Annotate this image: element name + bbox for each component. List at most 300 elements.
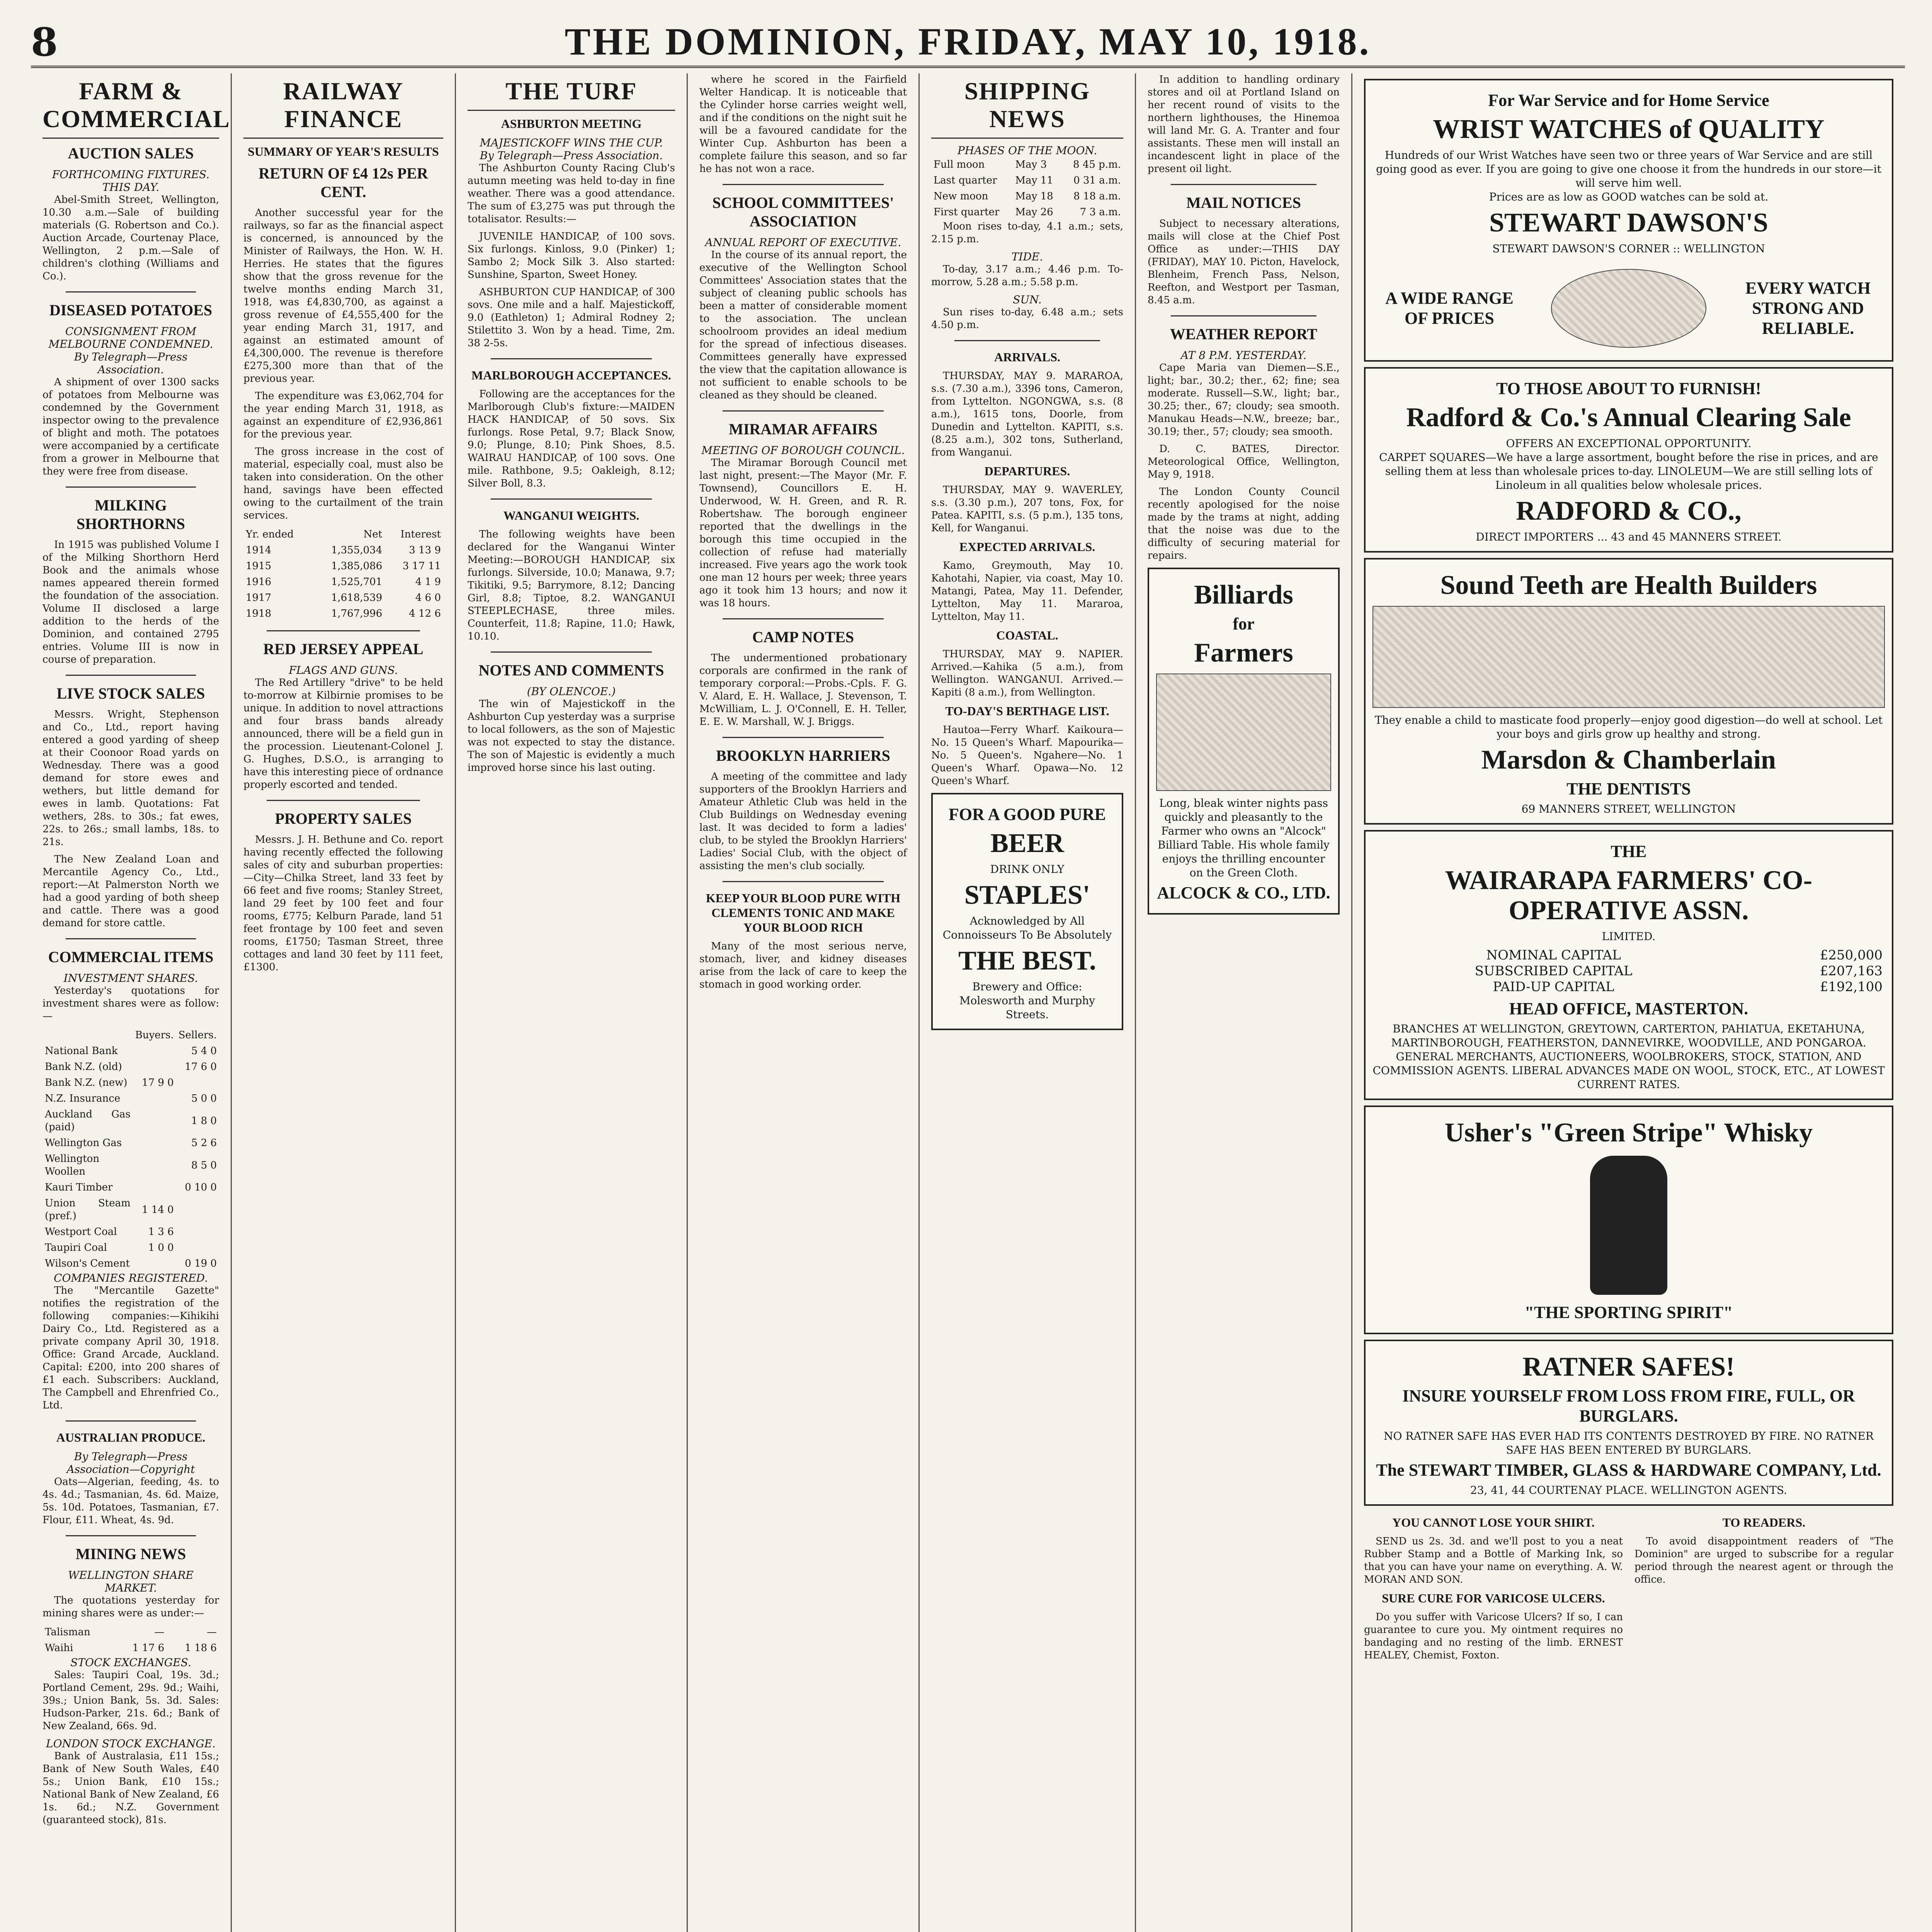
advert-text: Acknowledged by All Connoisseurs To Be Absolutely — [942, 915, 1112, 941]
byline: (BY OLENCOE.) — [527, 685, 616, 698]
article-body: In the course of its annual report, the executive of the Wellington School Committees' Association states that the subject of cleaning public schools has been a matter of considerable moment to the association. The unclean schoolroom provides an ideal medium for the spread of infectious diseases. Committees generally have expressed the view that the capitation allowance is not sufficient to enable schools to be cleaned as they should be cleaned. — [699, 249, 907, 401]
byline: By Telegraph—Press Association. — [74, 350, 188, 376]
table-cell — [176, 1075, 219, 1091]
table-cell: £192,100 — [1820, 979, 1883, 995]
advert-text: THE DENTISTS — [1566, 779, 1691, 798]
advert-heading: YOU CANNOT LOSE YOUR SHIRT. — [1392, 1515, 1595, 1529]
advert-text: FOR A GOOD PURE — [948, 805, 1106, 824]
article-body: Another successful year for the railways, so far as the financial aspect is concerned, is announced by the Minister of Railways, the Hon. W. H. Herries. He states that the figures show that the gross revenue for the twelve months ending March 31, 1918, was £4,830,700, as against a gross revenue of £4,555,400 for the year ending March 31, 1917, and against an estimated amount of £4,300,000. The revenue is therefore £275,300 more than that of the previous year. — [243, 207, 443, 384]
table-cell: 0 31 a.m. — [1073, 175, 1121, 186]
divider — [66, 675, 196, 676]
table-cell: SUBSCRIBED CAPITAL — [1475, 963, 1633, 979]
table-cell: 1 0 0 — [148, 1242, 174, 1253]
table-cell — [133, 1107, 176, 1135]
table-cell: 1 14 0 — [142, 1204, 174, 1216]
advert-brand: The STEWART TIMBER, GLASS & HARDWARE COMPANY, Ltd. — [1376, 1461, 1881, 1480]
advert-body: Long, bleak winter nights pass quickly and pleasantly to the Farmer who owns an "Alcock" Billiard Table. His whole family enjoys the thrilling encounter on the Green Cloth. — [1157, 797, 1330, 879]
article-body: Subject to necessary alterations, mails will close at the Chief Post Office as under:—THIS DAY (FRIDAY), MAY 10. Picton, Havelock, Blenheim, French Pass, Nelson, Reefton, and Westport per Tasman, 8.45 a.m. — [1148, 218, 1340, 306]
table-cell — [133, 1091, 176, 1107]
table-cell: 0 19 0 — [185, 1258, 217, 1269]
advert-title: WAIRARAPA FARMERS' CO-OPERATIVE ASSN. — [1445, 866, 1813, 925]
children-illustration — [1372, 606, 1885, 708]
table-cell — [133, 1256, 176, 1272]
article-subheading: FORTHCOMING FIXTURES. — [52, 168, 210, 181]
article-body: The following weights have been declared for the Wanganui Winter Meeting:—BOROUGH HANDICAP, six furlongs. Silverside, 10.0; Manawa, 9.7; Tikitiki, 9.5; Barrymore, 8.12; Dancing Girl, 8.8; Tiptoe, 8.2. WANGANUI STEEPLECHASE, three miles. Counterfeit, 11.8; Rapine, 11.0; Hawk, 10.10. — [468, 529, 675, 642]
article-subheading: ANNUAL REPORT OF EXECUTIVE. — [705, 236, 901, 249]
small-ads-row — [1364, 1511, 1893, 1667]
advert-brand: RADFORD & CO., — [1516, 496, 1742, 526]
table-row — [243, 543, 443, 558]
table-cell: 3 13 9 — [409, 544, 441, 556]
article-heading: AUCTION SALES — [68, 145, 194, 162]
table-row — [1372, 979, 1885, 995]
table-cell: May 26 — [1015, 206, 1053, 218]
divider — [66, 486, 196, 488]
table-cell: 7 3 a.m. — [1080, 206, 1121, 218]
divider — [954, 340, 1100, 341]
advert-body: NO RATNER SAFE HAS EVER HAD ITS CONTENTS DESTROYED BY FIRE. NO RATNER SAFE HAS BEEN ENTERED BY BURGLARS. — [1384, 1430, 1874, 1456]
article-heading: MIRAMAR AFFAIRS — [729, 420, 878, 438]
table-cell: 17 9 0 — [142, 1077, 174, 1088]
article-body: The gross increase in the cost of material, especially coal, must also be taken into consideration. On the other hand, savings have been effected owing to the curtailment of the train services. — [243, 446, 443, 521]
divider — [66, 291, 196, 293]
table-cell: 4 6 0 — [415, 592, 441, 604]
article-heading: EXPECTED ARRIVALS. — [959, 540, 1095, 554]
advert-brand: ALCOCK & CO., LTD. — [1157, 883, 1330, 902]
article-body: A meeting of the committee and lady supporters of the Brooklyn Harriers and Amateur Athletic Club was held in the Club Buildings on Wednesday evening last. It was decided to form a ladies' club, to be styled the Brooklyn Harriers' Ladies' Social Club, with the object of assisting the men's club socially. — [699, 771, 907, 872]
table-cell: PAID-UP CAPITAL — [1493, 979, 1614, 995]
article-heading: WEATHER REPORT — [1170, 325, 1318, 343]
divider — [66, 1420, 196, 1422]
moon-table — [931, 157, 1123, 220]
advert-body: Prices are as low as GOOD watches can be sold at. — [1489, 190, 1769, 203]
advert-text: INSURE YOURSELF FROM LOSS FROM FIRE, FULL, OR BURGLARS. — [1402, 1386, 1855, 1425]
table-cell: 1,525,701 — [331, 576, 383, 588]
table-cell — [133, 1135, 176, 1151]
table-cell: First quarter — [934, 206, 1000, 218]
article-heading: WANGANUI WEIGHTS. — [503, 509, 639, 522]
advert-dentists — [1364, 558, 1893, 825]
article-heading: DISEASED POTATOES — [49, 301, 213, 319]
table-cell: 8 45 p.m. — [1073, 159, 1121, 170]
article-subheading: CONSIGNMENT FROM MELBOURNE CONDEMNED. — [48, 325, 213, 350]
table-cell: 8 5 0 — [191, 1159, 217, 1171]
column-shipping — [920, 73, 1136, 1932]
table-cell: 1 18 6 — [185, 1642, 217, 1654]
article-subheading: INVESTMENT SHARES. — [63, 972, 198, 985]
table-row — [931, 157, 1123, 173]
article-subheading: PHASES OF THE MOON. — [957, 144, 1097, 157]
article-body: The Ashburton County Racing Club's autumn meeting was held to-day in fine weather. There was a good attendance. The sum of £3,275 was put through the totalisator. Results:— — [468, 162, 675, 225]
article-body: In addition to handling ordinary stores and oil at Portland Island on her recent round of visits to the northern lighthouses, the Hinemoa will land Mr. G. A. Tranter and four assistants. These men will install an incandescent light in place of the present oil light. — [1148, 74, 1340, 175]
article-body: Bank of Australasia, £11 15s.; Bank of New South Wales, £40 5s.; Union Bank, £10 15s.; National Bank of New Zealand, £6 1s. 6d.; N.Z. Government (guaranteed stock), 81s. — [43, 1750, 219, 1826]
section-heading: FARM & COMMERCIAL — [43, 77, 219, 139]
table-row — [43, 1151, 219, 1180]
table-cell: Wellington Woollen — [45, 1153, 100, 1177]
advert-text: DRINK ONLY — [990, 863, 1065, 876]
table-row — [43, 1240, 219, 1256]
advert-title: WRIST WATCHES of QUALITY — [1433, 114, 1825, 144]
article-heading: MILKING SHORTHORNS — [77, 497, 185, 532]
mining-table — [43, 1624, 219, 1656]
table-cell: 1914 — [246, 544, 272, 556]
advert-address: DIRECT IMPORTERS ... 43 and 45 MANNERS STREET. — [1476, 531, 1782, 543]
table-cell: Bank N.Z. (old) — [45, 1061, 122, 1073]
article-body: Following are the acceptances for the Marlborough Club's fixture:—MAIDEN HACK HANDICAP, of 50 sovs. Six furlongs. Rose Petal, 9.7; Black Snow, 9.0; Plunge, 8.10; Pink Shoes, 8.5. WAIRAU HANDICAP, of 100 sovs. One mile. Rathbone, 9.5; Oakleigh, 8.12; Silver Boll, 8.3. — [468, 388, 675, 489]
table-cell — [176, 1196, 219, 1224]
table-cell: 1 3 6 — [148, 1226, 174, 1238]
table-cell: 5 0 0 — [191, 1093, 217, 1104]
table-cell: 1,355,034 — [331, 544, 383, 556]
article-subheading: LONDON STOCK EXCHANGE. — [46, 1737, 216, 1750]
divider — [267, 630, 420, 631]
table-row — [43, 1107, 219, 1135]
table-header-cell: Interest — [400, 529, 441, 540]
table-cell: — — [154, 1626, 165, 1638]
column-railway-finance — [232, 73, 456, 1932]
table-row — [243, 574, 443, 590]
table-cell: NOMINAL CAPITAL — [1486, 947, 1621, 963]
article-heading: SCHOOL COMMITTEES' ASSOCIATION — [712, 194, 894, 230]
divider — [723, 881, 884, 882]
table-cell: 1917 — [246, 592, 272, 604]
table-cell: 8 18 a.m. — [1073, 190, 1121, 202]
advert-address: Brewery and Office: Molesworth and Murphy Streets. — [959, 980, 1095, 1021]
column-news — [688, 73, 920, 1932]
table-cell: Taupiri Coal — [45, 1242, 107, 1253]
table-cell: May 11 — [1015, 175, 1053, 186]
table-row — [1372, 947, 1885, 963]
article-body: The Red Artillery "drive" to be held to-morrow at Kilbirnie promises to be unique. In addition to novel attractions and four brass bands already announced, there will be a field gun in the procession. Lieutenant-Colonel J. G. Hughes, D.S.O., is arranging to have this interesting piece of ordnance properly escorted and tended. — [243, 677, 443, 791]
table-cell: 5 4 0 — [191, 1045, 217, 1057]
advert-shirt — [1364, 1511, 1623, 1667]
shares-table — [43, 1027, 219, 1272]
table-cell: Kauri Timber — [45, 1182, 113, 1193]
article-body: Cape Maria van Diemen—S.E., light; bar., 30.2; ther., 62; fine; sea moderate. Russell—S.W., light; bar., 30.25; ther., 67; cloudy; sea smooth. Manukau Heads—N.W., breeze; bar., 30.19; ther., 57; cloudy; sea smooth. — [1148, 362, 1340, 437]
article-body: Oats—Algerian, feeding, 4s. to 4s. 4d.; Tasmanian, 4s. 6d. Maize, 5s. 10d. Potatoes, Tasmanian, £7. Flour, £11. Wheat, 4s. 9d. — [43, 1476, 219, 1526]
article-heading: BROOKLYN HARRIERS — [716, 747, 890, 764]
table-cell: 5 2 6 — [191, 1137, 217, 1149]
article-subheading: SUMMARY OF YEAR'S RESULTS — [248, 145, 439, 158]
advert-text: for — [1233, 614, 1255, 633]
article-body: The London County Council recently apologised for the noise made by the trams at night, adding that the noise was due to the difficulty of securing material for repairs. — [1148, 486, 1340, 561]
table-row — [43, 1091, 219, 1107]
advert-ratner — [1364, 1340, 1893, 1506]
advert-heading: TO READERS. — [1722, 1515, 1806, 1529]
advert-heading: KEEP YOUR BLOOD PURE WITH CLEMENTS TONIC AND MAKE YOUR BLOOD RICH — [706, 891, 901, 934]
advert-text: OFFERS AN EXCEPTIONAL OPPORTUNITY. — [1506, 437, 1752, 450]
article-subheading: WELLINGTON SHARE MARKET. — [68, 1569, 194, 1594]
article-body: THURSDAY, MAY 9. NAPIER. Arrived.—Kahika (5 a.m.), from Wellington. WANGANUI. Arrived.—Kapiti (8 a.m.), from Wellington. — [931, 648, 1123, 698]
article-heading: MINING NEWS — [75, 1545, 186, 1563]
advert-title: Sound Teeth are Health Builders — [1440, 570, 1817, 600]
table-cell — [176, 1224, 219, 1240]
advert-text: For War Service and for Home Service — [1488, 91, 1769, 110]
divider — [267, 800, 420, 801]
article-subheading: FLAGS AND GUNS. — [289, 664, 398, 677]
advert-title: BEER — [990, 828, 1064, 858]
advert-beer — [931, 793, 1123, 1030]
table-row — [43, 1640, 219, 1656]
column-advertisements — [1352, 73, 1905, 1932]
advert-text: "THE SPORTING SPIRIT" — [1524, 1303, 1733, 1322]
advert-brand: STAPLES' — [964, 880, 1090, 910]
table-cell — [133, 1043, 176, 1059]
advert-body: SEND us 2s. 3d. and we'll post to you a neat Rubber Stamp and a Bottle of Marking Ink, so that you can have your name on everything. A. W. MORAN AND SON. — [1364, 1536, 1623, 1585]
divider — [723, 184, 884, 185]
bottle-illustration — [1590, 1156, 1667, 1295]
advert-text: LIMITED. — [1602, 930, 1656, 943]
table-cell: Wilson's Cement — [45, 1258, 130, 1269]
advert-billiards — [1148, 568, 1340, 915]
advert-body: GENERAL MERCHANTS, AUCTIONEERS, WOOLBROKERS, STOCK, STATION, AND COMMISSION AGENTS. LIBERAL ADVANCES MADE ON WOOL, STOCK, ETC., AT LOWEST CURRENT RATES. — [1372, 1050, 1885, 1091]
table-cell: Bank N.Z. (new) — [45, 1077, 128, 1088]
table-row — [243, 606, 443, 622]
byline: D. C. BATES, Director. Meteorological Office, Wellington, May 9, 1918. — [1148, 443, 1340, 480]
watch-illustration — [1551, 269, 1706, 348]
table-cell: 1,767,996 — [331, 608, 383, 619]
article-body: THURSDAY, MAY 9. WAVERLEY, s.s. (3.30 p.m.), 207 tons, Fox, for Patea. KAPITI, s.s. (5 p.m.), 135 tons, Kell, for Wanganui. — [931, 484, 1123, 534]
advert-body: Hundreds of our Wrist Watches have seen two or three years of War Service and are still going good as ever. If you are going to give one choose it from the hundreds in our store—it will serve him well. — [1376, 149, 1881, 189]
column-farm-commercial — [31, 73, 232, 1932]
divider — [66, 938, 196, 939]
article-heading: MARLBOROUGH ACCEPTANCES. — [471, 368, 671, 382]
article-body: Kamo, Greymouth, May 10. Kahotahi, Napier, via coast, May 10. Matangi, Patea, May 11. Defender, Lyttelton, May 11. Mararoa, Lyttelton, May 11. — [931, 560, 1123, 622]
newspaper-title: THE DOMINION, FRIDAY, MAY 10, 1918. — [565, 20, 1371, 63]
divider — [723, 737, 884, 738]
article-heading: NOTES AND COMMENTS — [478, 662, 664, 679]
advert-address: STEWART DAWSON'S CORNER :: WELLINGTON — [1492, 242, 1765, 255]
table-cell: £207,163 — [1820, 963, 1883, 979]
article-body: To-day, 3.17 a.m.; 4.46 p.m. To-morrow, 5.28 a.m.; 5.58 p.m. — [931, 264, 1123, 288]
article-body: Sun rises to-day, 6.48 a.m.; sets 4.50 p.m. — [931, 306, 1123, 331]
table-cell — [133, 1059, 176, 1075]
article-body: The Miramar Borough Council met last night, present:—The Mayor (Mr. F. Townsend), Councillors E. H. Underwood, W. H. Green, and R. R. Robertshaw. The borough engineer reported that the dwellings in the borough this time occupied in the collection of refuse had materially increased. Five years ago the work took one man 12 hours per week; three years ago it took him 13 hours; and now it was 18 hours. — [699, 457, 907, 609]
advert-body: To avoid disappointment readers of "The Dominion" are urged to subscribe for a regular period through the nearest agent or through the office. — [1634, 1536, 1893, 1585]
article-body: where he scored in the Fairfield Welter Handicap. It is noticeable that the Cylinder horse carries weight well, and if the conditions on the night suit he will be a favoured candidate for the Winter Cup. Ashburton has been a complete failure this season, and so far he has not won a race. — [699, 74, 907, 175]
table-cell: Last quarter — [934, 175, 997, 186]
table-cell: N.Z. Insurance — [45, 1093, 121, 1104]
table-cell: 1 8 0 — [191, 1115, 217, 1127]
table-row — [43, 1075, 219, 1091]
advert-address: 69 MANNERS STREET, WELLINGTON — [1521, 803, 1736, 815]
article-subheading: SUN. — [1013, 293, 1042, 306]
article-heading: DEPARTURES. — [984, 464, 1070, 478]
article-heading: LIVE STOCK SALES — [56, 685, 205, 702]
article-heading: RED JERSEY APPEAL — [263, 640, 423, 658]
divider — [1171, 315, 1316, 316]
advert-text: EVERY WATCH STRONG AND RELIABLE. — [1745, 279, 1871, 338]
article-body: In 1915 was published Volume I of the Milking Shorthorn Herd Book and the animals whose names appeared therein formed the foundation of the association. Volume II disclosed a large addition to the herds of the Dominion, and contained 2795 entries. Volume III is now in course of preparation. — [43, 539, 219, 665]
advert-title: Billiards — [1194, 580, 1293, 610]
masthead — [31, 15, 1905, 68]
article-subheading: RETURN OF £4 12s PER CENT. — [259, 165, 428, 201]
table-cell: Full moon — [934, 159, 985, 170]
article-body: The win of Majestickoff in the Ashburton Cup yesterday was a surprise to local followers, as the son of Majestic was not expected to stay the distance. The son of Majestic is evidently a much improved horse since his last outing. — [468, 698, 675, 774]
advert-text: HEAD OFFICE, MASTERTON. — [1509, 999, 1748, 1018]
advert-text: A WIDE RANGE OF PRICES — [1385, 289, 1514, 328]
article-subheading: AT 8 P.M. YESTERDAY. — [1180, 349, 1307, 362]
table-cell: Union Steam (pref.) — [45, 1197, 131, 1222]
article-heading: ARRIVALS. — [994, 350, 1060, 364]
column-mail-weather — [1136, 73, 1352, 1932]
article-heading: COMMERCIAL ITEMS — [48, 948, 214, 966]
article-body: Moon rises to-day, 4.1 a.m.; sets, 2.15 p.m. — [931, 221, 1123, 245]
table-header-cell: Sellers. — [178, 1029, 217, 1041]
column-turf — [456, 73, 688, 1932]
table-cell: 3 17 11 — [402, 560, 441, 572]
advert-text: TO THOSE ABOUT TO FURNISH! — [1496, 379, 1761, 398]
table-cell: — — [207, 1626, 217, 1638]
divider — [723, 410, 884, 412]
article-heading: PROPERTY SALES — [275, 810, 412, 827]
table-row — [243, 590, 443, 606]
table-cell: 4 12 6 — [409, 608, 441, 619]
table-cell: Talisman — [45, 1626, 90, 1638]
article-heading: COASTAL. — [996, 628, 1058, 642]
article-body: Yesterday's quotations for investment shares were as follow:— — [43, 985, 219, 1022]
advert-wrist-watches — [1364, 79, 1893, 362]
article-body: ASHBURTON CUP HANDICAP, of 300 sovs. One mile and a half. Majestickoff, 9.0 (Eathleton) 1; Admiral Rodney 2; Stilettito 3. Won by a head. Time, 2m. 38 2-5s. — [468, 286, 675, 349]
section-heading: SHIPPING NEWS — [931, 77, 1123, 139]
article-body: The expenditure was £3,062,704 for the year ending March 31, 1918, as against an expenditure of £2,936,861 for the previous year. — [243, 390, 443, 440]
section-heading: RAILWAY FINANCE — [243, 77, 443, 139]
advert-body: BRANCHES AT WELLINGTON, GREYTOWN, CARTERTON, PAHIATUA, EKETAHUNA, MARTINBOROUGH, FEATHERSTON, DANNEVIRKE, WOODVILLE, AND PONGAROA. — [1391, 1022, 1866, 1049]
table-cell: National Bank — [45, 1045, 118, 1057]
table-header-cell: Net — [363, 529, 383, 540]
article-body: JUVENILE HANDICAP, of 100 sovs. Six furlongs. Kinloss, 9.0 (Pinker) 1; Sambo 2; Mock Silk 3. Also started: Sunshine, Sparton, Sweet Honey. — [468, 231, 675, 281]
article-body: Messrs. Wright, Stephenson and Co., Ltd., report having entered a good yarding of sheep at their Coonoor Road yards on Wednesday. There was a good demand for store ewes and wethers, but little demand for ewes in lamb. Quotations: Fat wethers, 28s. to 30s.; fat ewes, 22s. to 26s.; small lambs, 18s. to 21s. — [43, 709, 219, 848]
table-cell: 1,618,539 — [331, 592, 383, 604]
table-cell: 1916 — [246, 576, 272, 588]
article-subheading: MEETING OF BOROUGH COUNCIL. — [701, 444, 905, 457]
article-subheading: THIS DAY. — [102, 181, 160, 194]
advert-wairarapa — [1364, 830, 1893, 1100]
table-cell — [133, 1151, 176, 1180]
table-cell: 17 6 0 — [185, 1061, 217, 1073]
article-body: THURSDAY, MAY 9. MARAROA, s.s. (7.30 a.m.), 3396 tons, Cameron, from Lyttelton. NGONGWA, s.s. (8 a.m.), 1615 tons, Doorle, from Dunedin and Lyttelton. KAPITI, s.s. (8.25 a.m.), 302 tons, Sutherland, from Wanganui. — [931, 370, 1123, 458]
table-cell: 4 1 9 — [415, 576, 441, 588]
railway-table — [243, 527, 443, 622]
article-heading: MAIL NOTICES — [1186, 194, 1301, 211]
billiard-table-illustration — [1156, 673, 1331, 791]
advert-body: Many of the most serious nerve, stomach, liver, and kidney diseases arise from the lack of care to keep the stomach in good working order. — [699, 940, 907, 990]
advert-heading: SURE CURE FOR VARICOSE ULCERS. — [1382, 1591, 1605, 1605]
advert-brand: Marsdon & Chamberlain — [1481, 745, 1776, 775]
table-cell: Wellington Gas — [45, 1137, 122, 1149]
advert-row — [1372, 264, 1885, 353]
table-row — [43, 1256, 219, 1272]
table-header-cell — [43, 1027, 133, 1043]
table-cell: Auckland Gas (paid) — [45, 1109, 131, 1133]
table-header-cell: Buyers. — [135, 1029, 174, 1041]
table-cell — [133, 1180, 176, 1196]
page-number: 8 — [31, 19, 58, 65]
article-body: Sales: Taupiri Coal, 19s. 3d.; Portland Cement, 29s. 9d.; Waihi, 39s.; Union Bank, 5s. 3d. Sales: Hudson-Parker, 21s. 6d.; Bank of New Zealand, 66s. 9d. — [43, 1669, 219, 1732]
advert-body: Do you suffer with Varicose Ulcers? If so, I can guarantee to cure you. My ointment requires no bandaging and no resting of the limb. ERNEST HEALEY, Chemist, Foxton. — [1364, 1611, 1623, 1661]
byline: By Telegraph—Press Association—Copyright — [66, 1450, 195, 1476]
article-subheading: COMPANIES REGISTERED. — [54, 1272, 208, 1284]
table-cell: £250,000 — [1820, 947, 1883, 963]
table-cell — [176, 1240, 219, 1256]
table-cell: 1918 — [246, 608, 272, 619]
article-heading: CAMP NOTES — [752, 628, 854, 646]
table-row — [43, 1196, 219, 1224]
advert-body: CARPET SQUARES—We have a large assortment, bought before the rise in prices, and are selling them at less than wholesale prices to-day. LINOLEUM—We are still selling lots of Linoleum in all qualities below wholesale prices. — [1379, 451, 1878, 492]
article-body: Abel-Smith Street, Wellington, 10.30 a.m.—Sale of building materials (G. Robertson and Co.). Auction Arcade, Courtenay Place, Wellington, 2 p.m.—Sale of children's clothing (Williams and Co.). — [43, 194, 219, 282]
article-body: The quotations yesterday for mining shares were as under:— — [43, 1595, 219, 1619]
table-cell: May 18 — [1015, 190, 1053, 202]
table-cell: 1 17 6 — [132, 1642, 165, 1654]
table-row — [931, 189, 1123, 204]
capital-table — [1372, 947, 1885, 995]
table-row — [43, 1224, 219, 1240]
section-heading: THE TURF — [468, 77, 675, 111]
advert-title: Farmers — [1194, 638, 1293, 668]
divider — [723, 618, 884, 619]
advert-address: 23, 41, 44 COURTENAY PLACE. WELLINGTON AGENTS. — [1470, 1484, 1787, 1497]
table-row — [43, 1043, 219, 1059]
article-body: A shipment of over 1300 sacks of potatoes from Melbourne was condemned by the Government inspector owing to the prevalence of blight and moth. The potatoes were accompanied by a certificate from a grower in Melbourne that they were free from disease. — [43, 376, 219, 477]
divider — [491, 651, 652, 653]
table-cell: 1,385,086 — [331, 560, 383, 572]
table-row — [43, 1624, 219, 1640]
divider — [491, 498, 652, 500]
table-cell: New moon — [934, 190, 988, 202]
advert-title: Radford & Co.'s Annual Clearing Sale — [1406, 403, 1851, 432]
table-cell: 1915 — [246, 560, 272, 572]
advert-body: They enable a child to masticate food properly—enjoy good digestion—do well at school. Let your boys and girls grow up healthy and strong. — [1374, 714, 1883, 740]
divider — [1171, 184, 1316, 185]
table-row — [931, 204, 1123, 220]
advert-text: THE BEST. — [958, 946, 1096, 976]
article-body: The "Mercantile Gazette" notifies the registration of the following companies:—Kihikihi Dairy Co., Ltd. Registered as a private company April 30, 1918. Office: Grand Arcade, Auckland. Capital: £200, into 200 shares of £1 each. Subscribers: Auckland, The Campbell and Ehrenfried Co., Ltd. — [43, 1285, 219, 1411]
advert-readers — [1634, 1511, 1893, 1667]
table-row — [43, 1180, 219, 1196]
table-cell: 0 10 0 — [185, 1182, 217, 1193]
article-heading: TO-DAY'S BERTHAGE LIST. — [945, 704, 1109, 718]
table-header-cell: Yr. ended — [246, 529, 294, 540]
table-row — [43, 1135, 219, 1151]
divider — [491, 358, 652, 359]
article-body: The undermentioned probationary corporals are confirmed in the rank of temporary corporal:—Probs.-Cpls. F. G. V. Alard, E. H. Wallace, J. Stevenson, T. McWilliam, L. J. O'Connell, E. H. Teller, E. E. W. Marshall, W. J. Briggs. — [699, 652, 907, 728]
article-subheading: STOCK EXCHANGES. — [70, 1656, 191, 1669]
article-subheading: MAJESTICKOFF WINS THE CUP. — [480, 136, 663, 149]
table-row — [243, 558, 443, 574]
advert-title: RATNER SAFES! — [1522, 1352, 1735, 1382]
table-cell: May 3 — [1015, 159, 1047, 170]
table-header-row — [43, 1027, 219, 1043]
table-header-row — [243, 527, 443, 543]
table-cell: Waihi — [45, 1642, 73, 1654]
article-heading: ASHBURTON MEETING — [501, 117, 642, 131]
advert-brand: STEWART DAWSON'S — [1489, 208, 1768, 238]
article-body: Messrs. J. H. Bethune and Co. report having recently effected the following sales of city and suburban properties:—City—Chilka Street, land 33 feet by 66 feet and five rooms; Stanley Street, land 29 feet by 100 feet and four rooms, £775; Kelburn Parade, land 51 feet frontage by 100 feet and seven rooms, £1750; Tasman Street, three cottages and land 30 feet by 111 feet, £1300. — [243, 834, 443, 973]
advert-text: THE — [1611, 842, 1647, 861]
article-subheading: TIDE. — [1011, 250, 1043, 263]
divider — [66, 1535, 196, 1536]
table-cell: Westport Coal — [45, 1226, 117, 1238]
table-row — [931, 173, 1123, 189]
article-body: Hautoa—Ferry Wharf. Kaikoura—No. 15 Queen's Wharf. Mapourika—No. 5 Queen's. Ngahere—No. 1 Queen's Wharf. Opawa—No. 12 Queen's Wharf. — [931, 724, 1123, 787]
article-body: The New Zealand Loan and Mercantile Agency Co., Ltd., report:—At Palmerston North we had a good yarding of both sheep and cattle. There was a good demand for store cattle. — [43, 854, 219, 929]
advert-whisky — [1364, 1105, 1893, 1334]
table-row — [1372, 963, 1885, 979]
advert-title: Usher's "Green Stripe" Whisky — [1444, 1118, 1813, 1148]
article-heading: AUSTRALIAN PRODUCE. — [56, 1430, 206, 1444]
table-row — [43, 1059, 219, 1075]
advert-radford — [1364, 367, 1893, 553]
